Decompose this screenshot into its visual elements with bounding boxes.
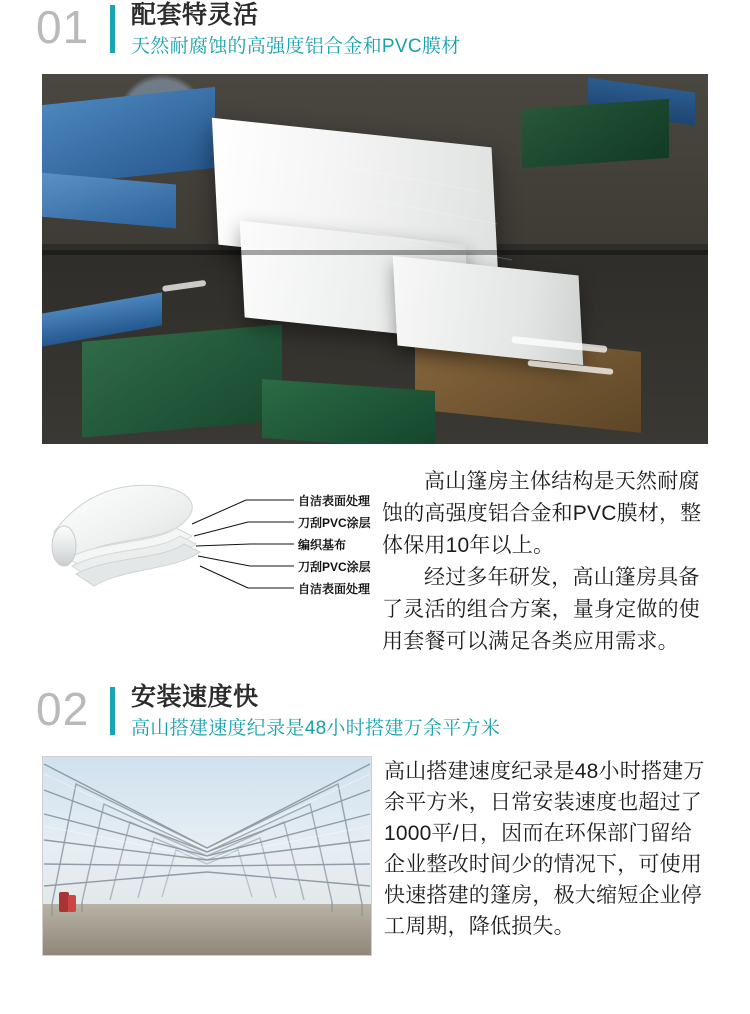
section-heading-01 <box>0 0 750 60</box>
accent-bar <box>110 5 115 53</box>
membrane-label-2: 刀刮PVC涂层 <box>298 516 371 530</box>
section-title-group <box>131 682 500 742</box>
section-number: 02 <box>36 683 90 735</box>
paragraph: 高山搭建速度纪录是48小时搭建万余平方米，日常安装速度也超过了1000平/日，因而在环保部门留给企业整改时间少的情况下，可使用快速搭建的篷房，极大缩短企业停工周期，降低损失。 <box>384 760 705 938</box>
section-01-body <box>372 466 708 658</box>
tent-steel-frame-interior-photo <box>42 756 372 956</box>
photo-detail-overlay <box>42 74 708 444</box>
section-subtitle: 高山搭建速度纪录是48小时搭建万余平方米 <box>131 718 501 739</box>
membrane-label-5: 自洁表面处理 <box>298 582 371 596</box>
frame-photo-and-text-band <box>42 756 708 956</box>
membrane-and-text-band <box>42 466 708 658</box>
section-title: 安装速度快 <box>131 683 259 711</box>
section-title: 配套特灵活 <box>131 1 259 29</box>
section-subtitle: 天然耐腐蚀的高强度铝合金和PVC膜材 <box>131 36 461 57</box>
section-02-body <box>372 756 708 942</box>
accent-bar <box>110 687 115 735</box>
membrane-label-3: 编织基布 <box>298 538 347 552</box>
aerial-white-tents-photo <box>42 74 708 444</box>
section-number: 01 <box>36 1 90 53</box>
paragraph: 经过多年研发，高山篷房具备了灵活的组合方案，量身定做的使用套餐可以满足各类应用需求。 <box>382 566 700 653</box>
pvc-membrane-layers <box>42 466 372 616</box>
membrane-label-4: 刀刮PVC涂层 <box>298 560 371 574</box>
section-heading-02 <box>0 682 750 742</box>
membrane-label-1: 自洁表面处理 <box>298 494 371 508</box>
photo-border <box>42 756 372 956</box>
paragraph: 高山篷房主体结构是天然耐腐蚀的高强度铝合金和PVC膜材，整体保用10年以上。 <box>382 470 702 557</box>
section-title-group <box>131 0 460 60</box>
